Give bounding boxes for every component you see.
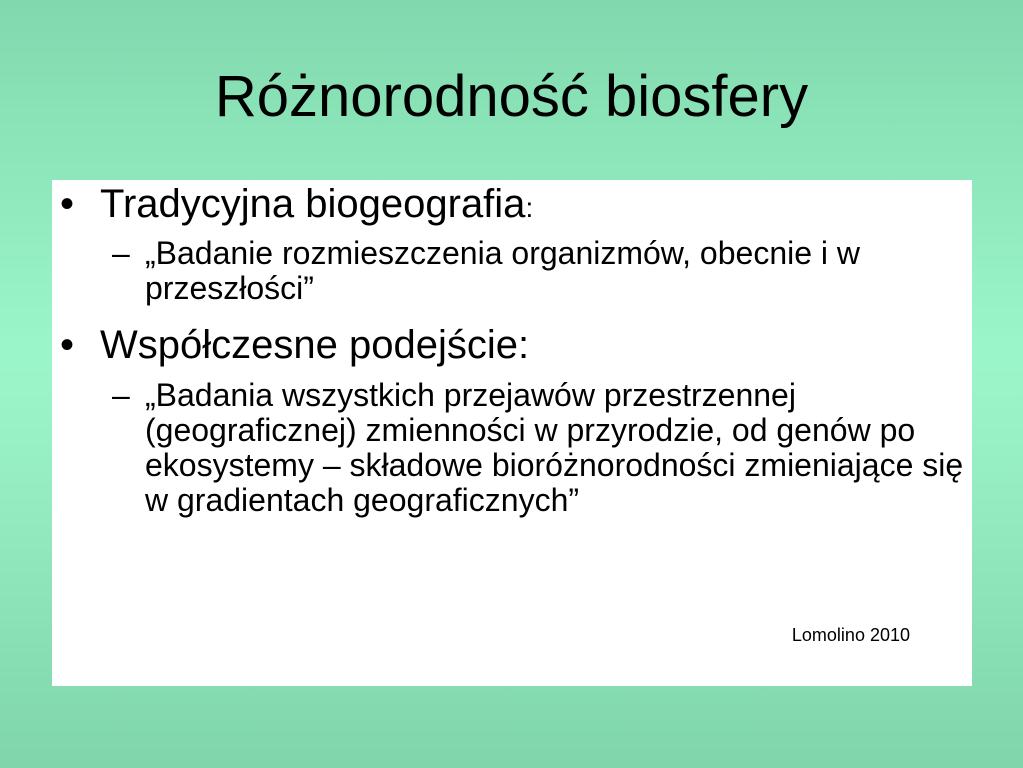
bullet-marker: • — [60, 323, 75, 367]
sub-text: „Badania wszystkich przejawów przestrzennej (geograficznej) zmienności w przyrodzie, od genów po ekosystemy – składowe bioróżnorodności zmieniające się w gradientach geograficznych” — [145, 377, 964, 518]
sub-text: „Badanie rozmieszczenia organizmów, obecnie i w przeszłości” — [145, 235, 861, 306]
citation: Lomolino 2010 — [791, 625, 910, 645]
slide-title: Różnorodność biosfery — [214, 64, 809, 129]
bullet-suffix: : — [525, 192, 534, 223]
sub-marker: – — [112, 235, 130, 271]
bullet-text: Współczesne podejście: — [100, 323, 530, 367]
bullet-marker: • — [60, 182, 75, 226]
bullet-text — [100, 182, 533, 230]
content-box — [52, 180, 972, 686]
bullet-label: Tradycyjna biogeografia — [100, 182, 526, 226]
sub-marker: – — [112, 377, 130, 413]
